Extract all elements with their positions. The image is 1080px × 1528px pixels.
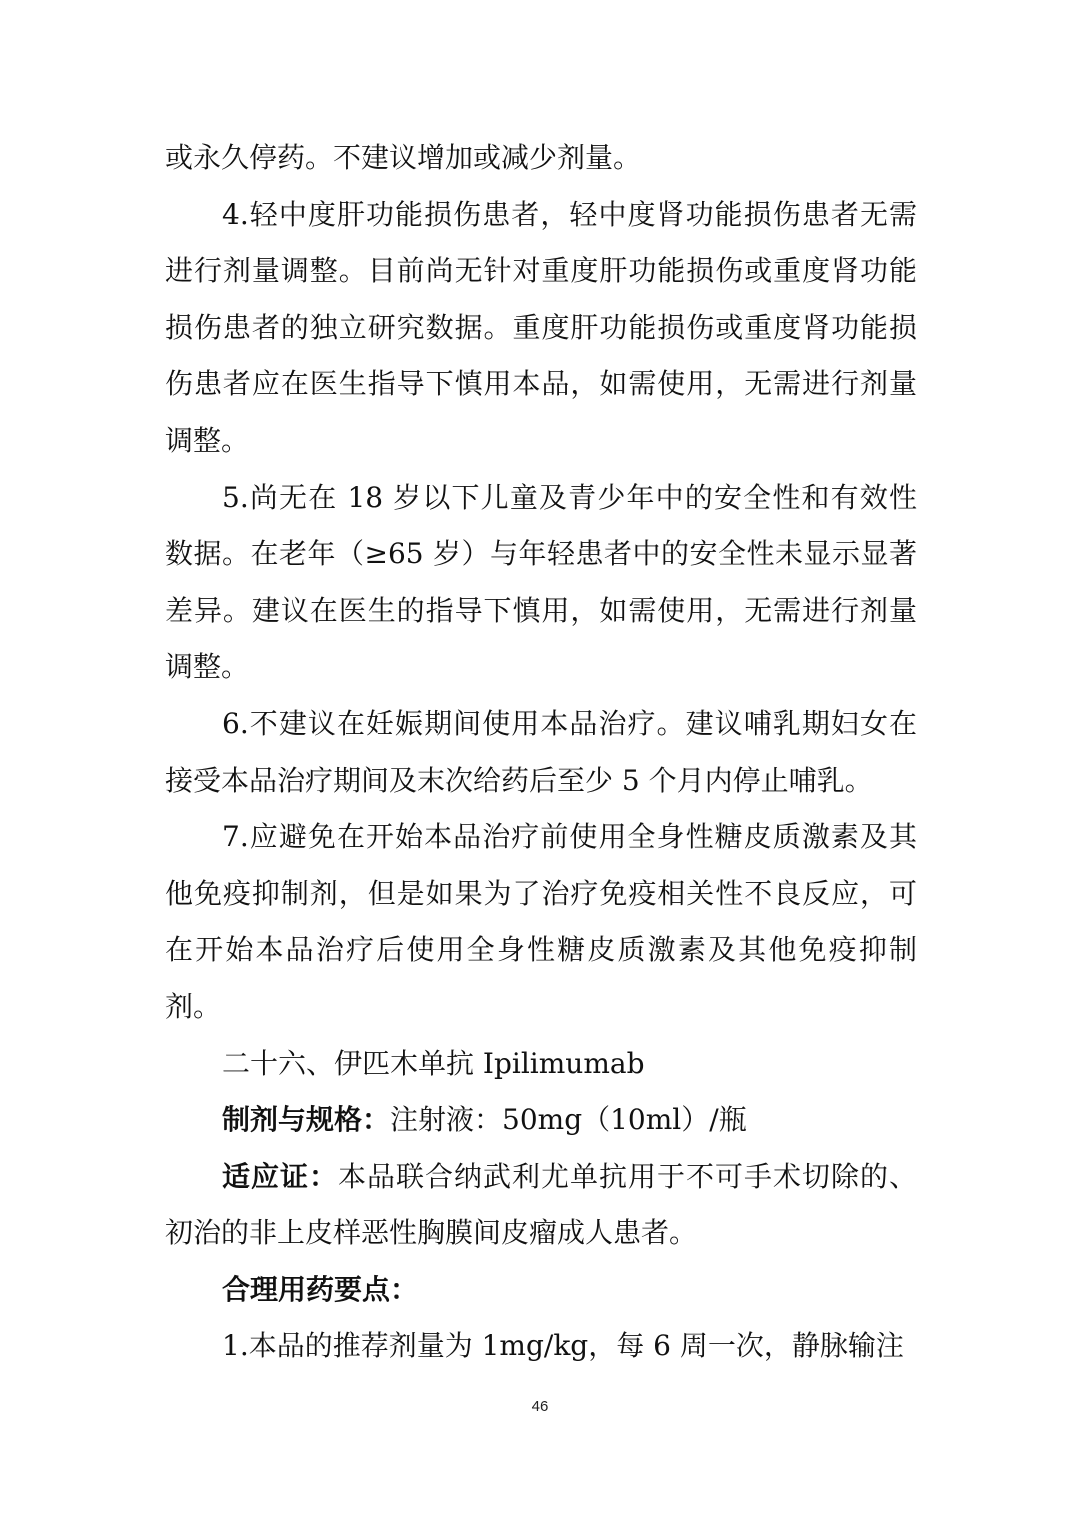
section-heading (165, 1036, 917, 1093)
paragraph-item-6 (165, 696, 917, 809)
field-value: 注射液：50mg（10ml）/瓶 (390, 1103, 747, 1137)
paragraph-text: 7.应避免在开始本品治疗前使用全身性糖皮质激素及其他免疫抑制剂，但是如果为了治疗免疫相关性不良反应，可在开始本品治疗后使用全身性糖皮质激素及其他免疫抑制剂。 (165, 820, 917, 1023)
field-value: 本品联合纳武利尤单抗用于不可手术切除的、初治的非上皮样恶性胸膜间皮瘤成人患者。 (165, 1159, 917, 1250)
section-heading-text: 二十六、伊匹木单抗 Ipilimumab (222, 1046, 645, 1080)
page-body (165, 130, 917, 1375)
paragraph-item-7 (165, 809, 917, 1035)
paragraph-text: 4.轻中度肝功能损伤患者，轻中度肾功能损伤患者无需进行剂量调整。目前尚无针对重度肝功能损伤或重度肾功能损伤患者的独立研究数据。重度肝功能损伤或重度肾功能损伤患者应在医生指导下慎用本品，如需使用，无需进行剂量调整。 (165, 197, 917, 457)
field-label: 适应证： (222, 1159, 338, 1193)
paragraph-item-4 (165, 187, 917, 470)
paragraph-text: 6.不建议在妊娠期间使用本品治疗。建议哺乳期妇女在接受本品治疗期间及末次给药后至少 5 个月内停止哺乳。 (165, 706, 917, 797)
paragraph-text: 1.本品的推荐剂量为 1mg/kg，每 6 周一次，静脉输注 (222, 1329, 904, 1363)
paragraph-usage-heading (165, 1262, 917, 1319)
paragraph-item-5 (165, 470, 917, 696)
paragraph-usage-item-1 (165, 1318, 917, 1375)
paragraph-text: 5.尚无在 18 岁以下儿童及青少年中的安全性和有效性数据。在老年（≥65 岁）与年轻患者中的安全性未显示显著差异。建议在医生的指导下慎用，如需使用，无需进行剂量调整。 (165, 480, 917, 684)
paragraph-indication (165, 1149, 917, 1262)
page-number: 46 (531, 1398, 549, 1415)
paragraph-specification (165, 1092, 917, 1149)
paragraph-text: 或永久停药。不建议增加或减少剂量。 (165, 141, 642, 174)
field-label: 制剂与规格： (222, 1103, 391, 1137)
paragraph-continuation (165, 130, 917, 187)
field-label: 合理用药要点： (222, 1272, 419, 1306)
